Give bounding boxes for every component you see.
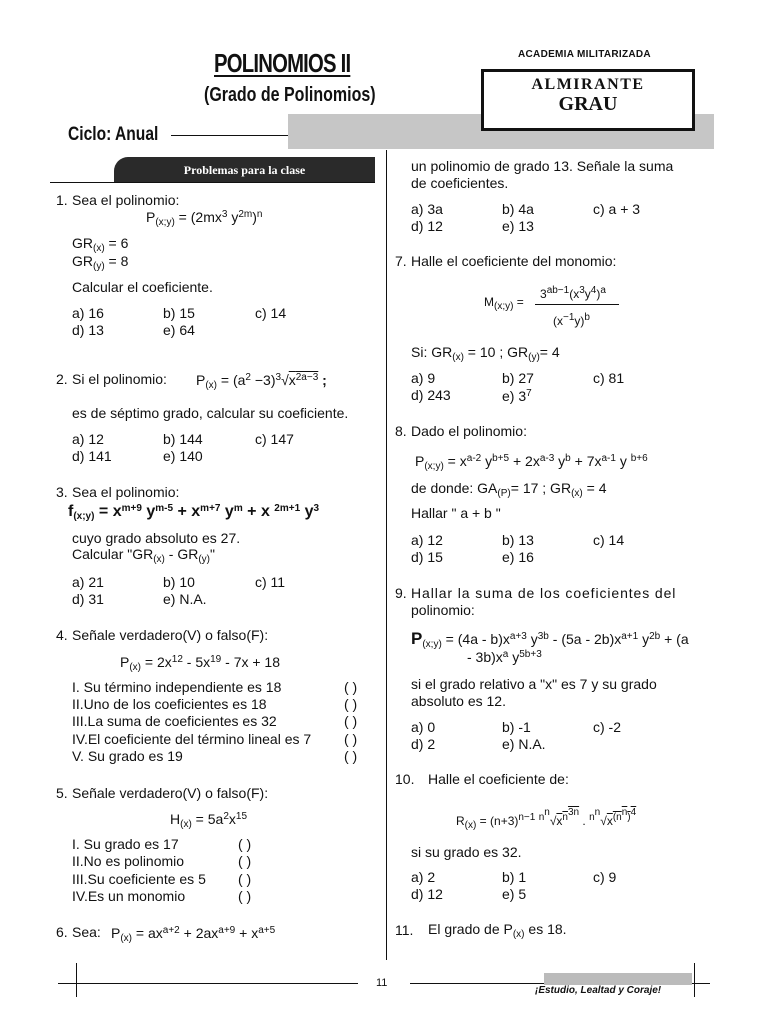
statement-item: III.Su coeficiente es 5 bbox=[72, 871, 206, 887]
option: e) 16 bbox=[502, 549, 534, 565]
option: c) 14 bbox=[255, 305, 287, 321]
answer-blank[interactable]: ( ) bbox=[344, 748, 358, 764]
page-subtitle: (Grado de Polinomios) bbox=[204, 84, 376, 106]
problem-statement: Sea el polinomio: bbox=[72, 192, 180, 208]
academy-label: ACADEMIA MILITARIZADA bbox=[518, 49, 651, 60]
option: d) 12 bbox=[411, 218, 443, 234]
statement-item: II.No es polinomio bbox=[72, 853, 185, 869]
option: a) 9 bbox=[411, 370, 436, 386]
column-divider bbox=[386, 150, 387, 960]
answer-blank[interactable]: ( ) bbox=[344, 731, 358, 747]
school-name-line1: ALMIRANTE bbox=[531, 76, 645, 93]
problem-statement: polinomio: bbox=[411, 602, 475, 618]
problem-statement: Señale verdadero(V) o falso(F): bbox=[72, 627, 269, 643]
option: a) 3a bbox=[411, 201, 443, 217]
section-rule bbox=[50, 182, 375, 183]
answer-blank[interactable]: ( ) bbox=[344, 713, 358, 729]
option: c) 81 bbox=[593, 370, 625, 386]
formula-denominator: $(x^{-1}y)^b$ bbox=[553, 312, 590, 328]
problem-number: 9. bbox=[395, 585, 407, 601]
option: b) -1 bbox=[502, 719, 531, 735]
cycle-label: Ciclo: Anual bbox=[68, 124, 159, 145]
option: e) 13 bbox=[502, 218, 534, 234]
statement-item: V. Su grado es 19 bbox=[72, 748, 183, 764]
page-title: POLINOMIOS II bbox=[214, 48, 351, 78]
option: a) 0 bbox=[411, 719, 436, 735]
problem-condition: si su grado es 32. bbox=[411, 844, 522, 860]
formula: $P_{(x)} = 2x^{12} - 5x^{19} - 7x + 18$ bbox=[120, 654, 281, 673]
option: b) 27 bbox=[502, 370, 534, 386]
formula: $P_{(x;y)} = x^{a-2}$ $y^{b+5} + 2x^{a-3}$ $y^b + 7x^{a-1}$ y $^{b+6}$ bbox=[415, 453, 648, 472]
formula: $f_{(x;y)} = x^{m+9}$ $y^{m-5} + x^{m+7}$ $y^m + x$ $^{2m+1}$ $y^3$ bbox=[68, 503, 320, 522]
school-name-line2: GRAU bbox=[558, 93, 618, 115]
statement-item: IV.Es un monomio bbox=[72, 888, 186, 904]
footer-gray-band bbox=[544, 973, 692, 985]
problem-question: es de séptimo grado, calcular su coeficiente. bbox=[72, 405, 349, 421]
option: d) 12 bbox=[411, 886, 443, 902]
formula: $P_{(x)} = (a^2 -3)^3√x^{2a-3}$ ; bbox=[196, 372, 327, 391]
footer-rule bbox=[76, 963, 77, 997]
option: a) 12 bbox=[411, 532, 443, 548]
problem-statement: Si el polinomio: bbox=[72, 371, 167, 387]
problem-condition: cuyo grado absoluto es 27. bbox=[72, 530, 241, 546]
problem-condition: Si: $GR_{(x)} = 10$ ; $GR_{(y)}= 4$ bbox=[411, 344, 560, 363]
footer-rule bbox=[694, 963, 695, 997]
problem-number: 4. bbox=[56, 627, 68, 643]
problem-statement: Hallar la suma de los coeficientes del bbox=[411, 585, 677, 601]
footer-motto: ¡Estudio, Lealtad y Coraje! bbox=[535, 985, 662, 996]
answer-blank[interactable]: ( ) bbox=[344, 696, 358, 712]
problem-condition: de donde: $GA_{(P)}= 17$ ; $GR_{(x)} = 4$ bbox=[411, 480, 607, 499]
option: b) 13 bbox=[502, 532, 534, 548]
problem-number: 1. bbox=[56, 192, 68, 208]
formula: $R_{(x)} = (n+3)^{n-1}$ $^{n^n}√x^{n^{3n}}$ . $^{n^n}√x^{(n^n)^4}$ bbox=[456, 807, 637, 831]
option: d) 13 bbox=[72, 322, 104, 338]
statement-item: I. Su grado es 17 bbox=[72, 836, 179, 852]
option: c) 14 bbox=[593, 532, 625, 548]
option: c) 147 bbox=[255, 431, 294, 447]
problem-statement: Sea el polinomio: bbox=[72, 484, 180, 500]
answer-blank[interactable]: ( ) bbox=[344, 679, 358, 695]
option: a) 21 bbox=[72, 574, 104, 590]
problem-number: 10. bbox=[395, 771, 415, 787]
formula: $P_{(x)} = ax^{a+2} + 2ax^{a+9} + x^{a+5}$ bbox=[111, 925, 276, 944]
problem-question: Calcular "$GR_{(x)} - GR_{(y)}$" bbox=[72, 546, 215, 565]
cycle-rule bbox=[171, 135, 288, 136]
option: b) 10 bbox=[163, 574, 195, 590]
problem-statement: Señale verdadero(V) o falso(F): bbox=[72, 785, 269, 801]
problem-question: Hallar " a + b " bbox=[411, 505, 501, 521]
option: e) 64 bbox=[163, 322, 195, 338]
statement-item: IV.El coeficiente del término lineal es 7 bbox=[72, 731, 312, 747]
condition: $GR_{(x)} = 6$ bbox=[72, 235, 129, 254]
problem-continuation: un polinomio de grado 13. Señale la suma bbox=[411, 158, 674, 174]
problem-condition: absoluto es 12. bbox=[411, 693, 506, 709]
problem-statement: Dado el polinomio: bbox=[411, 423, 527, 439]
option: b) 15 bbox=[163, 305, 195, 321]
answer-blank[interactable]: ( ) bbox=[238, 871, 252, 887]
option: b) 4a bbox=[502, 201, 534, 217]
option: c) a + 3 bbox=[593, 201, 641, 217]
answer-blank[interactable]: ( ) bbox=[238, 888, 252, 904]
problem-condition: si el grado relativo a "x" es 7 y su grado bbox=[411, 676, 657, 692]
option: a) 16 bbox=[72, 305, 104, 321]
answer-blank[interactable]: ( ) bbox=[238, 836, 252, 852]
problem-number: 7. bbox=[395, 253, 407, 269]
option: a) 12 bbox=[72, 431, 104, 447]
footer-rule bbox=[58, 983, 358, 984]
problem-number: 11. bbox=[395, 922, 414, 938]
problem-statement: El grado de $P_{(x)}$ es 18. bbox=[428, 921, 567, 940]
option: e) N.A. bbox=[502, 736, 546, 752]
problem-number: 3. bbox=[56, 484, 68, 500]
page-number: 11 bbox=[376, 977, 388, 989]
option: d) 15 bbox=[411, 549, 443, 565]
condition: $GR_{(y)} = 8$ bbox=[72, 253, 129, 272]
option: e) $3^7$ bbox=[502, 388, 532, 404]
formula: $H_{(x)} = 5a^2x^{15}$ bbox=[170, 811, 248, 830]
school-name-box bbox=[481, 69, 695, 131]
option: a) 2 bbox=[411, 869, 436, 885]
option: d) 2 bbox=[411, 736, 436, 752]
option: d) 243 bbox=[411, 387, 451, 403]
option: c) -2 bbox=[593, 719, 621, 735]
option: d) 31 bbox=[72, 591, 104, 607]
problem-question: Calcular el coeficiente. bbox=[72, 279, 213, 295]
option: d) 141 bbox=[72, 448, 112, 464]
statement-item: II.Uno de los coeficientes es 18 bbox=[72, 696, 267, 712]
answer-blank[interactable]: ( ) bbox=[238, 853, 252, 869]
option: e) N.A. bbox=[163, 591, 207, 607]
option: e) 5 bbox=[502, 886, 527, 902]
formula: $M_{(x;y)}$ = bbox=[484, 295, 524, 312]
formula: - $3b)x^a$ $y^{5b+3}$ bbox=[467, 649, 542, 665]
formula: $P_{(x;y)} = (4a - b)x^{a+3}$ $y^{3b} - (5a - 2b)x^{a+1}$ $y^{2b} + (a$ bbox=[411, 629, 689, 650]
option: b) 1 bbox=[502, 869, 527, 885]
formula: $P_{(x;y)} = (2mx^3$ $y^{2m})^n$ bbox=[146, 209, 263, 228]
section-tab: Problemas para la clase bbox=[114, 157, 375, 183]
statement-item: I. Su término independiente es 18 bbox=[72, 679, 282, 695]
problem-statement: Halle el coeficiente de: bbox=[428, 771, 569, 787]
problem-statement: Sea: bbox=[72, 924, 101, 940]
option: b) 144 bbox=[163, 431, 203, 447]
problem-number: 8. bbox=[395, 423, 407, 439]
fraction-bar bbox=[535, 304, 619, 305]
statement-item: III.La suma de coeficientes es 32 bbox=[72, 713, 277, 729]
formula-numerator: $3^{ab-1}(x^3y^4)^a$ bbox=[540, 285, 606, 301]
problem-continuation: de coeficientes. bbox=[411, 175, 509, 191]
problem-number: 6. bbox=[56, 924, 68, 940]
problem-number: 5. bbox=[56, 785, 68, 801]
problem-statement: Halle el coeficiente del monomio: bbox=[411, 253, 617, 269]
option: e) 140 bbox=[163, 448, 203, 464]
option: c) 9 bbox=[593, 869, 617, 885]
option: c) 11 bbox=[255, 574, 286, 590]
problem-number: 2. bbox=[56, 371, 68, 387]
